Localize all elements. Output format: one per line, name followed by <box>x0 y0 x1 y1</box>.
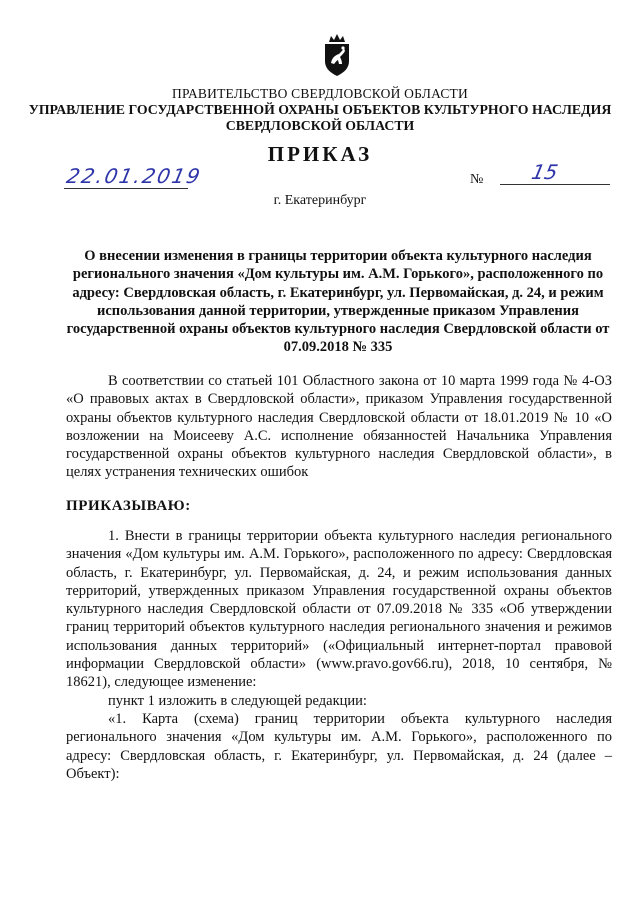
date-underline <box>64 188 188 189</box>
handwritten-number: 15 <box>529 160 561 184</box>
preamble-paragraph: В соответствии со статьей 101 Областного закона от 10 марта 1999 года № 4-ОЗ «О правовых актах в Свердловской области», приказом Управления государственной охраны объектов культурного наследия Свердловской области от 18.01.2019 № 10 «О возложении на Моисееву А.С. исполнение обязанностей Начальника Управления государственной охраны объектов культурного наследия Свердловской области», в целях устранения технических ошибок <box>66 373 612 481</box>
quoted-new-wording: «1. Карта (схема) границ территории объекта культурного наследия регионального значения «Дом культуры им. А.М. Горького», расположенного по адресу: Свердловская область, г. Екатеринбург, ул. Первомайская, д. 24 (далее – Объект): <box>66 711 612 782</box>
item-1-sub-paragraph: пункт 1 изложить в следующей редакции: <box>108 693 367 709</box>
order-word: ПРИКАЗЫВАЮ: <box>66 498 191 514</box>
document-type-title: ПРИКАЗ <box>267 142 373 166</box>
number-underline <box>500 184 610 185</box>
government-name: ПРАВИТЕЛЬСТВО СВЕРДЛОВСКОЙ ОБЛАСТИ <box>172 86 468 101</box>
department-name-line2: СВЕРДЛОВСКОЙ ОБЛАСТИ <box>225 118 415 133</box>
coat-of-arms-icon <box>322 33 352 77</box>
item-1-paragraph: 1. Внести в границы территории объекта культурного наследия регионального значения «Дом культуры им. А.М. Горького», расположенного по адресу: Свердловская область, г. Екатеринбург, ул. Первомайская, д. 24, и режим использования данных территорий, утвержденных приказом Управления государственной охраны объектов культурного наследия Свердловской области от 07.09.2018 № 335 «Об утверждении границ территорий объектов культурного наследия регионального значения и режимов использования данных территорий» («Официальный интернет-портал правовой информации Свердловской области» (www.pravo.gov66.ru), 2018, 10 сентября, № 18621), следующее изменение: <box>66 528 612 691</box>
handwritten-date: 22.01.2019 <box>64 164 205 188</box>
department-name-line1: УПРАВЛЕНИЕ ГОСУДАРСТВЕННОЙ ОХРАНЫ ОБЪЕКТОВ КУЛЬТУРНОГО НАСЛЕДИЯ <box>28 102 612 117</box>
number-label: № <box>470 172 484 187</box>
city-name: г. Екатеринбург <box>273 193 367 208</box>
order-subject: О внесении изменения в границы территории объекта культурного наследия регионального значения «Дом культуры им. А.М. Горького», расположенного по адресу: Свердловская область, г. Екатеринбург, ул. Первомайская, д. 24, и режим использования данной территории, утвержденные приказом Управления государственной охраны объектов культурного наследия Свердловской области от 07.09.2018 № 335 <box>66 248 610 356</box>
